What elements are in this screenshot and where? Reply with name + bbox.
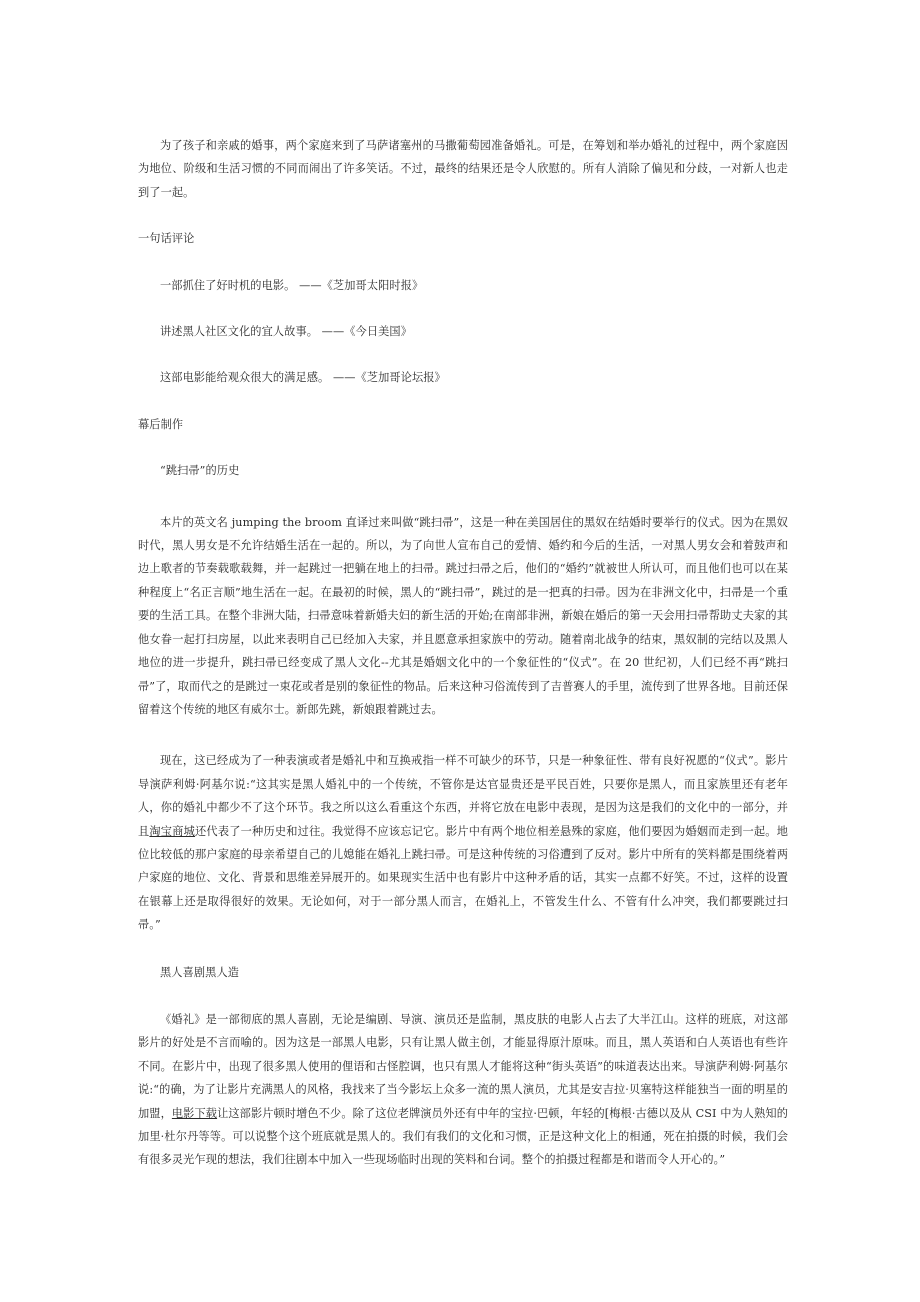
review-quote: 讲述黑人社区文化的宜人故事。 ——《今日美国》: [160, 325, 412, 339]
intro-paragraph: 为了孩子和亲戚的婚事，两个家庭来到了马萨诸塞州的马撒葡萄园准备婚礼。可是，在筹划和举办婚礼的过程中，两个家庭因为地位、阶级和生活习惯的不同而闹出了许多笑话。不过，最终的结果还是令人欣慰的。所有人消除了偏见和分歧，一对新人也走到了一起。: [138, 139, 788, 199]
taobao-link[interactable]: 淘宝商城: [149, 824, 196, 838]
movie-download-link[interactable]: 电影下载: [171, 1106, 218, 1120]
review-quote: 一部抓住了好时机的电影。 ——《芝加哥太阳时报》: [160, 278, 424, 292]
history-paragraph: 本片的英文名 jumping the broom 直译过来叫做“跳扫帚”，这是一种在美国居住的黑奴在结婚时要举行的仪式。因为在黑奴时代，黑人男女是不允许结婚生活在一起的。所以，为了向世人宣布自己的爱情、婚约和今后的生活，一对黑人男女会和着鼓声和边上歌者的节奏载歌载舞，并一起跳过一把躺在地上的扫帚。跳过扫帚之后，他们的“婚约”就被世人所认可，而且他们也可以在某种程度上“名正言顺”地生活在一起。在最初的时候，黑人的“跳扫帚”，跳过的是一把真的扫帚。因为在非洲文化中，扫帚是一个重要的生活工具。在整个非洲大陆，扫帚意味着新婚夫妇的新生活的开始;在南部非洲，新娘在婚后的第一天会用扫帚帮助丈夫家的其他女眷一起打扫房屋，以此来表明自己已经加入夫家，并且愿意承担家族中的劳动。随着南北战争的结束，黑奴制的完结以及黑人地位的进一步提升，跳扫帚已经变成了黑人文化--尤其是婚姻文化中的一个象征性的“仪式”。在 20 世纪初，人们已经不再“跳扫帚”了，取而代之的是跳过一束花或者是别的象征性的物品。后来这种习俗流传到了吉普赛人的手里，流传到了世界各地。目前还保留着这个传统的地区有威尔士。新郎先跳，新娘跟着跳过去。: [138, 515, 788, 716]
review-heading: 一句话评论: [138, 232, 195, 246]
document-page: [138, 134, 788, 1172]
now-text-before: 现在，这已经成为了一种表演或者是婚礼中和互换戒指一样不可缺少的环节，只是一种象征性、带有良好祝愿的“仪式”。影片导演萨利姆·阿基尔说:“这其实是黑人婚礼中的一个传统，不管你是达官显贵还是平民百姓，只要你是黑人，而且家族里还有老年人，你的婚礼中都少不了这个环节。我之所以这么看重这个东西，并将它放在电影中表现，是因为这是我们的文化中的一部分，并且: [138, 754, 788, 838]
comedy-heading: 黑人喜剧黑人造: [160, 965, 240, 979]
review-quote: 这部电影能给观众很大的满足感。 ——《芝加哥论坛报》: [160, 371, 446, 385]
behind-heading: 幕后制作: [138, 417, 184, 431]
history-heading: “跳扫帚”的历史: [160, 464, 240, 478]
now-text-after: 还代表了一种历史和过往。我觉得不应该忘记它。影片中有两个地位相差悬殊的家庭，他们要因为婚姻而走到一起。地位比较低的那户家庭的母亲希望自己的儿媳能在婚礼上跳扫帚。可是这种传统的习俗遭到了反对。影片中所有的笑料都是围绕着两户家庭的地位、文化、背景和思维差异展开的。如果现实生活中也有影片中这种矛盾的话，其实一点都不好笑。不过，这样的设置在银幕上还是取得很好的效果。无论如何，对于一部分黑人而言，在婚礼上，不管发生什么、不管有什么冲突，我们都要跳过扫帚。”: [138, 824, 788, 932]
comedy-text-after: 让这部影片顿时增色不少。除了这位老牌演员外还有中年的宝拉·巴顿，年轻的[梅根·古德以及从 CSI 中为人熟知的加里·杜尔丹等等。可以说整个这个班底就是黑人的。我们有我们的文化和习惯，正是这种文化上的相通，死在拍摄的时候，我们会有很多灵光乍现的想法，我们往剧本中加入一些现场临时出现的笑料和台词。整个的拍摄过程都是和谐而令人开心的。”: [138, 1106, 788, 1167]
now-paragraph: [138, 749, 788, 936]
comedy-text-before: 《婚礼》是一部彻底的黑人喜剧，无论是编剧、导演、演员还是监制，黑皮肤的电影人占去了大半江山。这样的班底，对这部影片的好处是不言而喻的。因为这是一部黑人电影，只有让黑人做主创，才能显得原汁原味。而且，黑人英语和白人英语也有些许不同。在影片中，出现了很多黑人使用的俚语和古怪腔调，也只有黑人才能将这种“街头英语”的味道表达出来。导演萨利姆·阿基尔说:“的确，为了让影片充满黑人的风格，我找来了当今影坛上众多一流的黑人演员，尤其是安吉拉·贝塞特这样能独当一面的明星的加盟，: [138, 1012, 788, 1120]
comedy-paragraph: [138, 1008, 788, 1172]
